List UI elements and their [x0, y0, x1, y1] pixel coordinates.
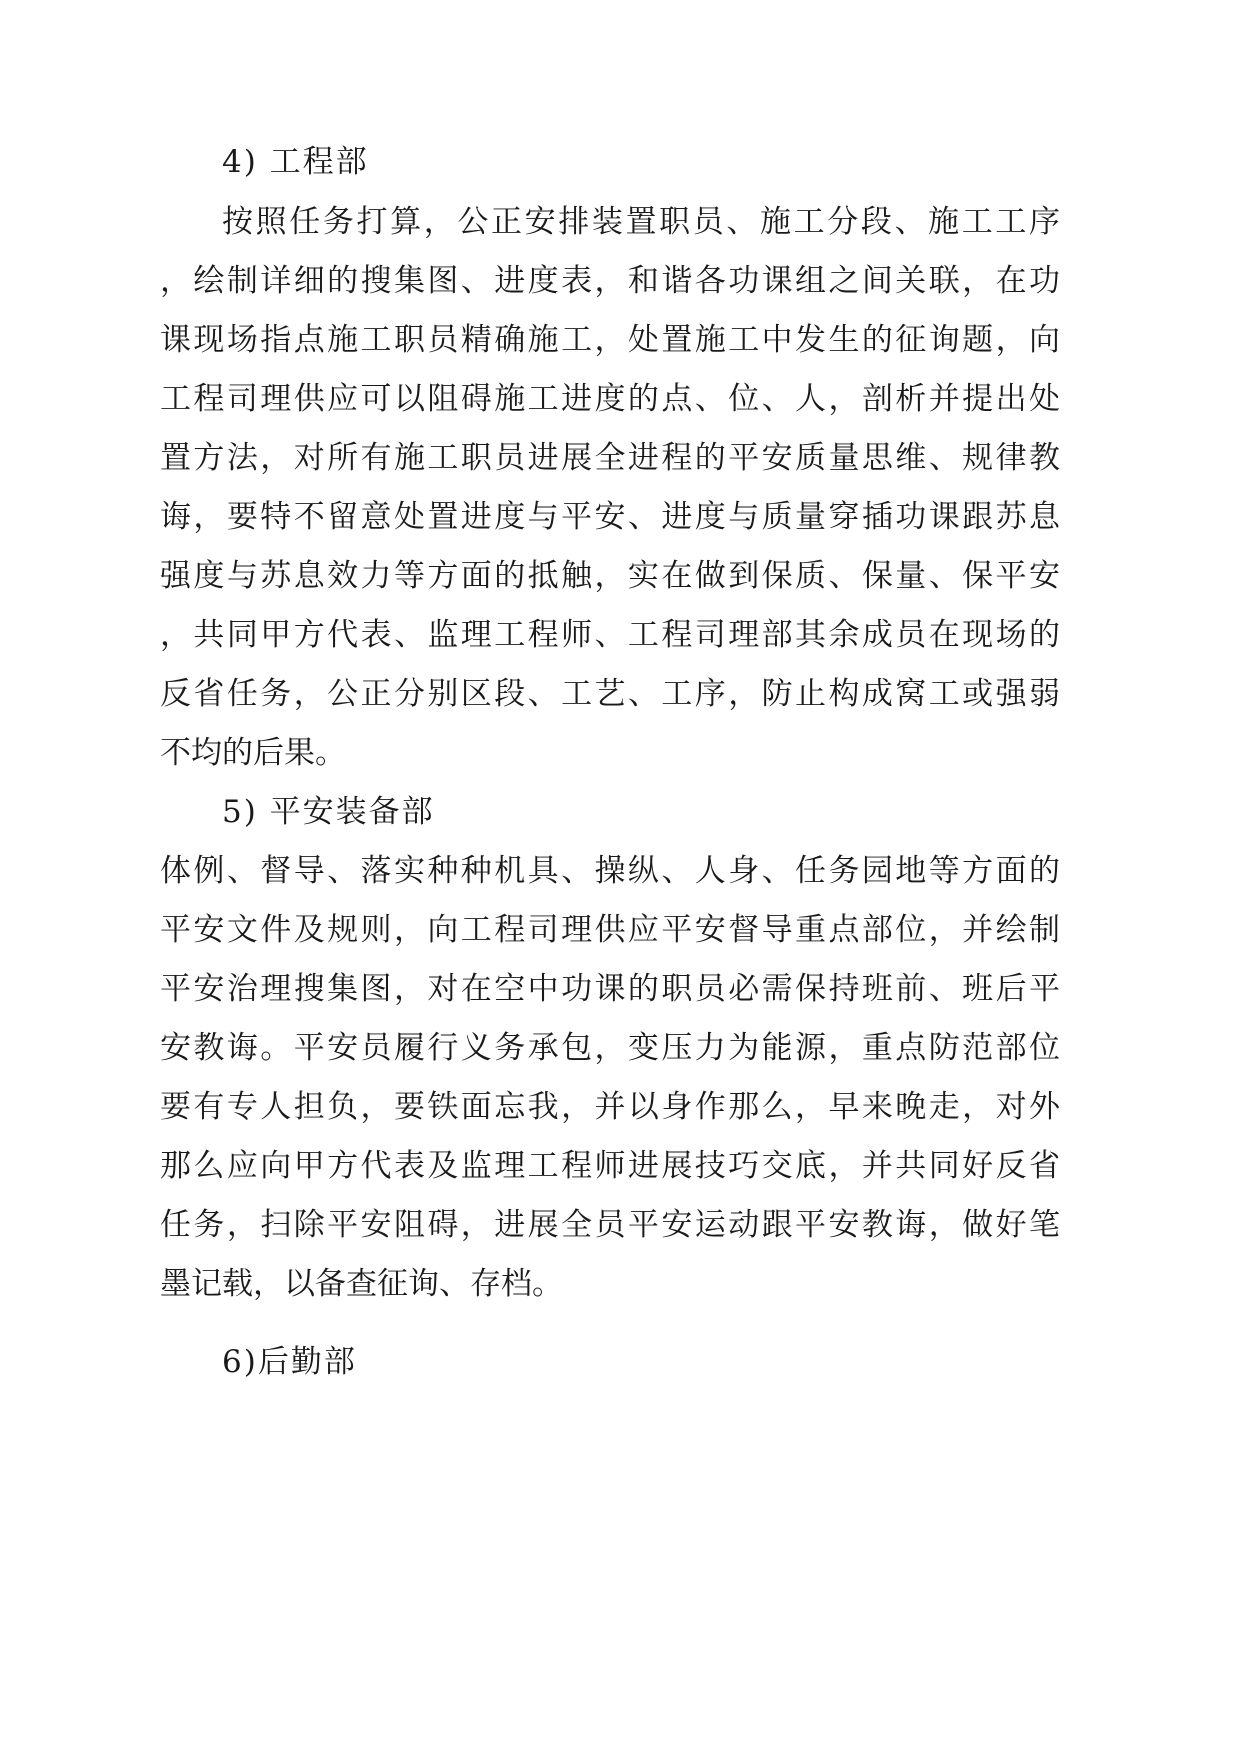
paragraph-line: 安教诲。平安员履行义务承包，变压力为能源，重点防范部位: [160, 1030, 1060, 1066]
paragraph-line: 强度与苏息效力等方面的抵触，实在做到保质、保量、保平安: [160, 558, 1060, 594]
paragraph-line: 任务，扫除平安阻碍，进展全员平安运动跟平安教诲，做好笔: [160, 1207, 1060, 1243]
paragraph-line: 那么应向甲方代表及监理工程师进展技巧交底，并共同好反省: [160, 1148, 1060, 1184]
paragraph-line: 置方法，对所有施工职员进展全进程的平安质量思维、规律教: [160, 440, 1060, 476]
paragraph-line: 反省任务，公正分别区段、工艺、工序，防止构成窝工或强弱: [160, 676, 1060, 712]
paragraph-line: 工程司理供应可以阻碍施工进度的点、位、人，剖析并提出处: [160, 381, 1060, 417]
paragraph-line: 按照任务打算，公正安排装置职员、施工分段、施工工序: [222, 204, 1060, 240]
paragraph-line: 墨记载，以备查征询、存档。: [160, 1266, 563, 1302]
paragraph-line: 平安治理搜集图，对在空中功课的职员必需保持班前、班后平: [160, 971, 1060, 1007]
paragraph-line: ，绘制详细的搜集图、进度表，和谐各功课组之间关联，在功: [160, 263, 1060, 299]
paragraph-line: 诲，要特不留意处置进度与平安、进度与质量穿插功课跟苏息: [160, 499, 1060, 535]
section-heading-safety: 5) 平安装备部: [222, 794, 435, 830]
paragraph-line: 不均的后果。: [160, 735, 346, 771]
section-heading-engineering: 4) 工程部: [222, 144, 369, 180]
paragraph-line: 平安文件及规则，向工程司理供应平安督导重点部位，并绘制: [160, 912, 1060, 948]
section-heading-logistics: 6)后勤部: [222, 1344, 357, 1380]
paragraph-line: 要有专人担负，要铁面忘我，并以身作那么，早来晚走，对外: [160, 1089, 1060, 1125]
paragraph-line: 课现场指点施工职员精确施工，处置施工中发生的征询题，向: [160, 322, 1060, 358]
paragraph-line: 体例、督导、落实种种机具、操纵、人身、任务园地等方面的: [160, 853, 1060, 889]
paragraph-line: ，共同甲方代表、监理工程师、工程司理部其余成员在现场的: [160, 617, 1060, 653]
